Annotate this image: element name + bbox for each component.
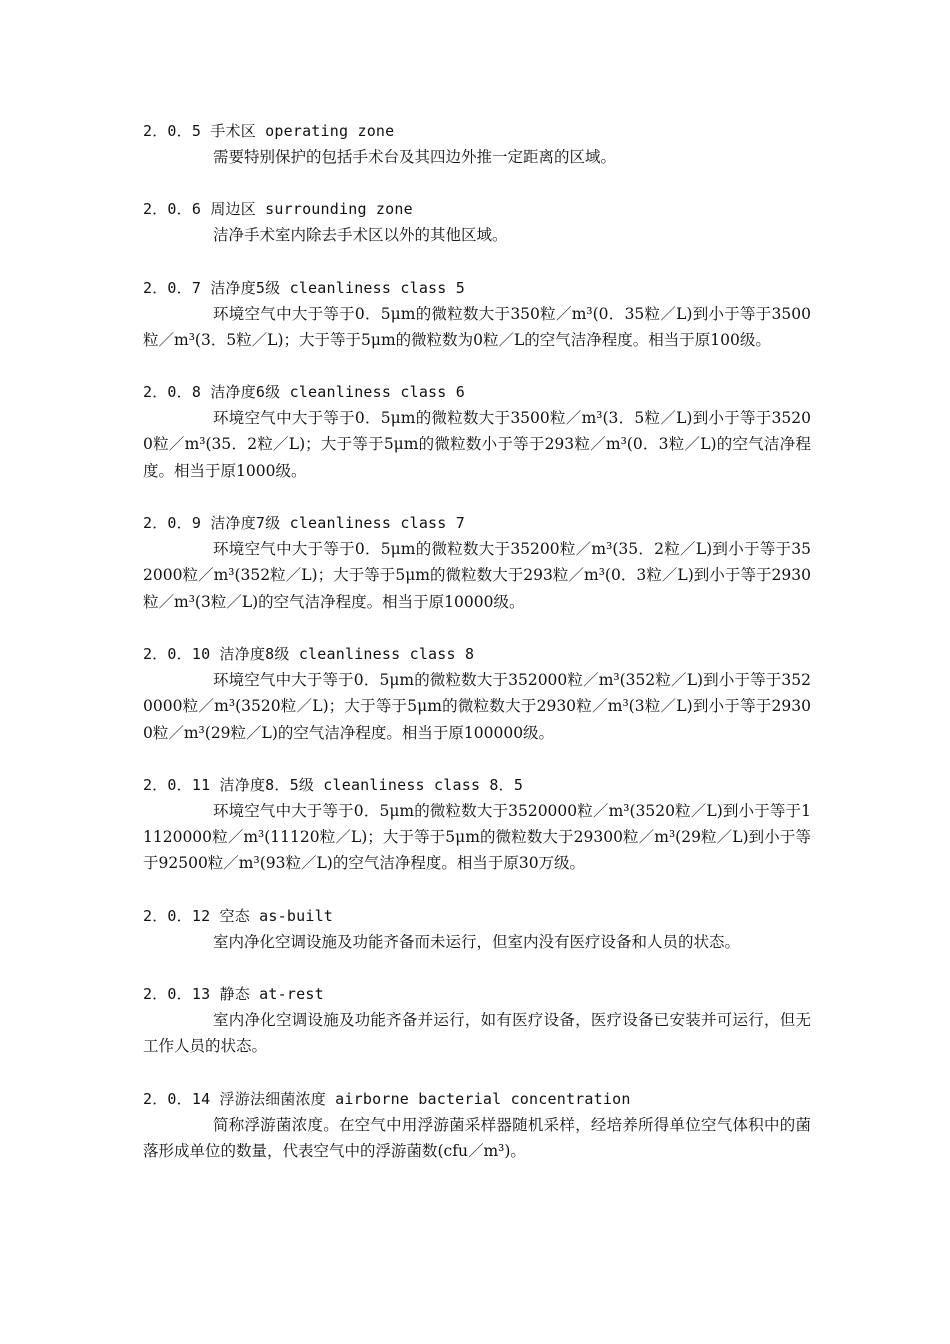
entry-heading: 2．0．13 静态 at-rest: [143, 985, 324, 1004]
entry-as-built: [143, 903, 811, 955]
entry-heading: 2．0．11 洁净度8．5级 cleanliness class 8．5: [143, 775, 524, 794]
entry-heading: 2．0．9 洁净度7级 cleanliness class 7: [143, 514, 465, 533]
entry-heading: 2．0．7 洁净度5级 cleanliness class 5: [143, 278, 465, 297]
entry-cleanliness-class-5: [143, 275, 811, 354]
entry-heading: 2．0．14 浮游法细菌浓度 airborne bacterial concentration: [143, 1089, 631, 1108]
entry-definition: 简称浮游菌浓度。在空气中用浮游菌采样器随机采样，经培养所得单位空气体积中的菌落形成单位的数量，代表空气中的浮游菌数(cfu／m³)。: [143, 1115, 811, 1160]
entry-definition: 环境空气中大于等于0．5μm的微粒数大于3520000粒／m³(3520粒／L)到小于等于11120000粒／m³(11120粒／L)；大于等于5μm的微粒数大于29300粒／m³(29粒／L)到小于等于92500粒／m³(93粒／L)的空气洁净程度。相当于原30万级。: [143, 801, 811, 873]
entry-definition: 室内净化空调设施及功能齐备而未运行，但室内没有医疗设备和人员的状态。: [213, 932, 741, 951]
document-page: [143, 118, 811, 1190]
entry-heading: 2．0．6 周边区 surrounding zone: [143, 200, 413, 219]
entry-definition: 室内净化空调设施及功能齐备并运行，如有医疗设备，医疗设备已安装并可运行，但无工作人员的状态。: [143, 1011, 811, 1056]
entry-cleanliness-class-7: [143, 510, 811, 615]
entry-definition: 环境空气中大于等于0．5μm的微粒数大于3500粒／m³(3．5粒／L)到小于等于35200粒／m³(35．2粒／L)；大于等于5μm的微粒数小于等于293粒／m³(0．3粒／L)的空气洁净程度。相当于原1000级。: [143, 409, 811, 480]
entry-operating-zone: [143, 118, 811, 170]
entry-definition: 洁净手术室内除去手术区以外的其他区域。: [213, 226, 508, 245]
entry-heading: 2．0．8 洁净度6级 cleanliness class 6: [143, 383, 465, 402]
entry-heading: 2．0．12 空态 as-built: [143, 906, 334, 925]
entry-cleanliness-class-8-5: [143, 772, 811, 877]
entry-heading: 2．0．5 手术区 operating zone: [143, 122, 395, 140]
entry-definition: 需要特别保护的包括手术台及其四边外推一定距离的区域。: [213, 148, 617, 166]
entry-surrounding-zone: [143, 196, 811, 248]
entry-airborne-bacterial-concentration: [143, 1086, 811, 1165]
entry-cleanliness-class-8: [143, 641, 811, 746]
entry-definition: 环境空气中大于等于0．5μm的微粒数大于350粒／m³(0．35粒／L)到小于等于3500粒／m³(3．5粒／L)；大于等于5μm的微粒数为0粒／L的空气洁净程度。相当于原100级。: [143, 304, 811, 349]
entry-definition: 环境空气中大于等于0．5μm的微粒数大于35200粒／m³(35．2粒／L)到小于等于352000粒／m³(352粒／L)；大于等于5μm的微粒数大于293粒／m³(0．3粒／L)到小于等于2930粒／m³(3粒／L)的空气洁净程度。相当于原10000级。: [143, 540, 811, 611]
entry-at-rest: [143, 981, 811, 1060]
entry-cleanliness-class-6: [143, 379, 811, 484]
entry-heading: 2．0．10 洁净度8级 cleanliness class 8: [143, 644, 475, 663]
entry-definition: 环境空气中大于等于0．5μm的微粒数大于352000粒／m³(352粒／L)到小于等于3520000粒／m³(3520粒／L)；大于等于5μm的微粒数大于2930粒／m³(3粒／L)到小于等于29300粒／m³(29粒／L)的空气洁净程度。相当于原100000级。: [143, 670, 811, 742]
